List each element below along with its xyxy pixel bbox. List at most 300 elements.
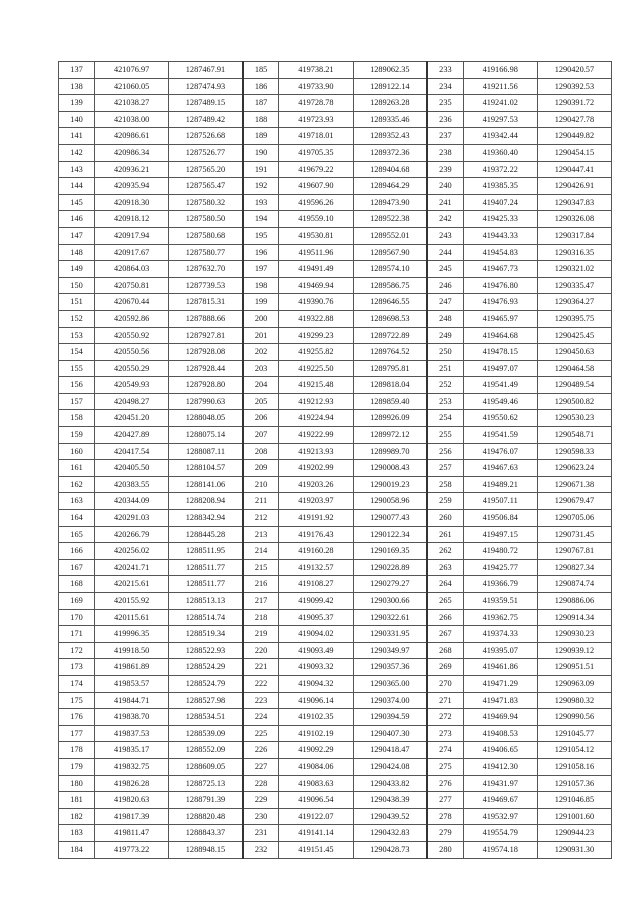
point-number-cell: 184 bbox=[59, 841, 95, 858]
x-coordinate-cell: 419497.07 bbox=[463, 360, 537, 377]
x-coordinate-cell: 419559.10 bbox=[279, 211, 353, 228]
y-coordinate-cell: 1289263.28 bbox=[353, 95, 427, 112]
point-number-cell: 152 bbox=[59, 310, 95, 327]
y-coordinate-cell: 1287489.15 bbox=[169, 95, 243, 112]
point-number-cell: 148 bbox=[59, 244, 95, 261]
table-row bbox=[59, 111, 612, 128]
point-number-cell: 264 bbox=[427, 576, 463, 593]
x-coordinate-cell: 419996.35 bbox=[95, 626, 169, 643]
point-number-cell: 200 bbox=[243, 310, 279, 327]
y-coordinate-cell: 1288075.14 bbox=[169, 427, 243, 444]
point-number-cell: 170 bbox=[59, 609, 95, 626]
x-coordinate-cell: 419203.97 bbox=[279, 493, 353, 510]
x-coordinate-cell: 419425.77 bbox=[463, 559, 537, 576]
x-coordinate-cell: 420986.61 bbox=[95, 128, 169, 145]
x-coordinate-cell: 419359.51 bbox=[463, 593, 537, 610]
y-coordinate-cell: 1287580.68 bbox=[169, 227, 243, 244]
x-coordinate-cell: 419489.21 bbox=[463, 476, 537, 493]
y-coordinate-cell: 1289722.89 bbox=[353, 327, 427, 344]
point-number-cell: 157 bbox=[59, 393, 95, 410]
y-coordinate-cell: 1290438.39 bbox=[353, 792, 427, 809]
y-coordinate-cell: 1288342.94 bbox=[169, 510, 243, 527]
x-coordinate-cell: 419096.14 bbox=[279, 692, 353, 709]
point-number-cell: 243 bbox=[427, 227, 463, 244]
point-number-cell: 242 bbox=[427, 211, 463, 228]
x-coordinate-cell: 419469.67 bbox=[463, 792, 537, 809]
x-coordinate-cell: 419360.40 bbox=[463, 144, 537, 161]
x-coordinate-cell: 419607.90 bbox=[279, 178, 353, 195]
table-row bbox=[59, 543, 612, 560]
point-number-cell: 272 bbox=[427, 709, 463, 726]
y-coordinate-cell: 1289795.81 bbox=[353, 360, 427, 377]
x-coordinate-cell: 420550.92 bbox=[95, 327, 169, 344]
x-coordinate-cell: 419191.92 bbox=[279, 510, 353, 527]
y-coordinate-cell: 1290432.83 bbox=[353, 825, 427, 842]
y-coordinate-cell: 1290331.95 bbox=[353, 626, 427, 643]
point-number-cell: 223 bbox=[243, 692, 279, 709]
x-coordinate-cell: 419511.96 bbox=[279, 244, 353, 261]
point-number-cell: 222 bbox=[243, 675, 279, 692]
y-coordinate-cell: 1289122.14 bbox=[353, 78, 427, 95]
y-coordinate-cell: 1289586.75 bbox=[353, 277, 427, 294]
x-coordinate-cell: 419372.22 bbox=[463, 161, 537, 178]
y-coordinate-cell: 1288511.77 bbox=[169, 559, 243, 576]
y-coordinate-cell: 1287815.31 bbox=[169, 294, 243, 311]
y-coordinate-cell: 1290391.72 bbox=[537, 95, 611, 112]
x-coordinate-cell: 419541.59 bbox=[463, 427, 537, 444]
x-coordinate-cell: 419549.46 bbox=[463, 393, 537, 410]
y-coordinate-cell: 1290321.02 bbox=[537, 261, 611, 278]
x-coordinate-cell: 419464.68 bbox=[463, 327, 537, 344]
x-coordinate-cell: 419738.21 bbox=[279, 62, 353, 79]
y-coordinate-cell: 1288609.05 bbox=[169, 758, 243, 775]
y-coordinate-cell: 1290335.47 bbox=[537, 277, 611, 294]
point-number-cell: 234 bbox=[427, 78, 463, 95]
point-number-cell: 267 bbox=[427, 626, 463, 643]
table-row bbox=[59, 377, 612, 394]
x-coordinate-cell: 419467.73 bbox=[463, 261, 537, 278]
point-number-cell: 230 bbox=[243, 808, 279, 825]
point-number-cell: 194 bbox=[243, 211, 279, 228]
x-coordinate-cell: 419471.83 bbox=[463, 692, 537, 709]
table-row bbox=[59, 808, 612, 825]
x-coordinate-cell: 419476.80 bbox=[463, 277, 537, 294]
point-number-cell: 140 bbox=[59, 111, 95, 128]
x-coordinate-cell: 419554.79 bbox=[463, 825, 537, 842]
point-number-cell: 145 bbox=[59, 194, 95, 211]
y-coordinate-cell: 1288791.39 bbox=[169, 792, 243, 809]
x-coordinate-cell: 419211.56 bbox=[463, 78, 537, 95]
x-coordinate-cell: 419099.42 bbox=[279, 593, 353, 610]
point-number-cell: 155 bbox=[59, 360, 95, 377]
y-coordinate-cell: 1289335.46 bbox=[353, 111, 427, 128]
point-number-cell: 141 bbox=[59, 128, 95, 145]
point-number-cell: 138 bbox=[59, 78, 95, 95]
y-coordinate-cell: 1291045.77 bbox=[537, 725, 611, 742]
point-number-cell: 253 bbox=[427, 393, 463, 410]
point-number-cell: 202 bbox=[243, 344, 279, 361]
x-coordinate-cell: 419362.75 bbox=[463, 609, 537, 626]
y-coordinate-cell: 1288513.13 bbox=[169, 593, 243, 610]
point-number-cell: 154 bbox=[59, 344, 95, 361]
y-coordinate-cell: 1289352.43 bbox=[353, 128, 427, 145]
y-coordinate-cell: 1290420.57 bbox=[537, 62, 611, 79]
y-coordinate-cell: 1290447.41 bbox=[537, 161, 611, 178]
point-number-cell: 162 bbox=[59, 476, 95, 493]
point-number-cell: 212 bbox=[243, 510, 279, 527]
point-number-cell: 207 bbox=[243, 427, 279, 444]
y-coordinate-cell: 1290548.71 bbox=[537, 427, 611, 444]
y-coordinate-cell: 1290058.96 bbox=[353, 493, 427, 510]
x-coordinate-cell: 419093.49 bbox=[279, 642, 353, 659]
point-number-cell: 262 bbox=[427, 543, 463, 560]
y-coordinate-cell: 1290418.47 bbox=[353, 742, 427, 759]
y-coordinate-cell: 1288048.05 bbox=[169, 410, 243, 427]
point-number-cell: 158 bbox=[59, 410, 95, 427]
point-number-cell: 239 bbox=[427, 161, 463, 178]
point-number-cell: 233 bbox=[427, 62, 463, 79]
x-coordinate-cell: 419092.29 bbox=[279, 742, 353, 759]
y-coordinate-cell: 1288948.15 bbox=[169, 841, 243, 858]
point-number-cell: 183 bbox=[59, 825, 95, 842]
y-coordinate-cell: 1288552.09 bbox=[169, 742, 243, 759]
table-row bbox=[59, 344, 612, 361]
point-number-cell: 182 bbox=[59, 808, 95, 825]
y-coordinate-cell: 1290449.82 bbox=[537, 128, 611, 145]
point-number-cell: 175 bbox=[59, 692, 95, 709]
y-coordinate-cell: 1290347.83 bbox=[537, 194, 611, 211]
point-number-cell: 139 bbox=[59, 95, 95, 112]
point-number-cell: 161 bbox=[59, 460, 95, 477]
x-coordinate-cell: 420550.56 bbox=[95, 344, 169, 361]
y-coordinate-cell: 1287888.66 bbox=[169, 310, 243, 327]
y-coordinate-cell: 1290874.74 bbox=[537, 576, 611, 593]
y-coordinate-cell: 1290914.34 bbox=[537, 609, 611, 626]
x-coordinate-cell: 419773.22 bbox=[95, 841, 169, 858]
x-coordinate-cell: 420451.20 bbox=[95, 410, 169, 427]
x-coordinate-cell: 419733.90 bbox=[279, 78, 353, 95]
x-coordinate-cell: 419844.71 bbox=[95, 692, 169, 709]
x-coordinate-cell: 419835.17 bbox=[95, 742, 169, 759]
x-coordinate-cell: 419596.26 bbox=[279, 194, 353, 211]
point-number-cell: 224 bbox=[243, 709, 279, 726]
point-number-cell: 165 bbox=[59, 526, 95, 543]
x-coordinate-cell: 419093.32 bbox=[279, 659, 353, 676]
coordinate-sheet bbox=[58, 61, 612, 859]
point-number-cell: 279 bbox=[427, 825, 463, 842]
table-row bbox=[59, 443, 612, 460]
point-number-cell: 208 bbox=[243, 443, 279, 460]
table-row bbox=[59, 178, 612, 195]
point-number-cell: 216 bbox=[243, 576, 279, 593]
x-coordinate-cell: 420935.94 bbox=[95, 178, 169, 195]
table-row bbox=[59, 95, 612, 112]
point-number-cell: 166 bbox=[59, 543, 95, 560]
point-number-cell: 173 bbox=[59, 659, 95, 676]
x-coordinate-cell: 419176.43 bbox=[279, 526, 353, 543]
table-row bbox=[59, 841, 612, 858]
x-coordinate-cell: 419820.63 bbox=[95, 792, 169, 809]
point-number-cell: 249 bbox=[427, 327, 463, 344]
x-coordinate-cell: 420256.02 bbox=[95, 543, 169, 560]
y-coordinate-cell: 1291046.85 bbox=[537, 792, 611, 809]
y-coordinate-cell: 1290008.43 bbox=[353, 460, 427, 477]
x-coordinate-cell: 419213.93 bbox=[279, 443, 353, 460]
point-number-cell: 275 bbox=[427, 758, 463, 775]
y-coordinate-cell: 1290951.51 bbox=[537, 659, 611, 676]
point-number-cell: 187 bbox=[243, 95, 279, 112]
y-coordinate-cell: 1289522.38 bbox=[353, 211, 427, 228]
y-coordinate-cell: 1287990.63 bbox=[169, 393, 243, 410]
point-number-cell: 192 bbox=[243, 178, 279, 195]
y-coordinate-cell: 1288522.93 bbox=[169, 642, 243, 659]
table-row bbox=[59, 277, 612, 294]
point-number-cell: 198 bbox=[243, 277, 279, 294]
y-coordinate-cell: 1288820.48 bbox=[169, 808, 243, 825]
point-number-cell: 167 bbox=[59, 559, 95, 576]
point-number-cell: 193 bbox=[243, 194, 279, 211]
x-coordinate-cell: 419728.78 bbox=[279, 95, 353, 112]
x-coordinate-cell: 419705.35 bbox=[279, 144, 353, 161]
x-coordinate-cell: 419454.83 bbox=[463, 244, 537, 261]
x-coordinate-cell: 419132.57 bbox=[279, 559, 353, 576]
y-coordinate-cell: 1290122.34 bbox=[353, 526, 427, 543]
x-coordinate-cell: 419497.15 bbox=[463, 526, 537, 543]
point-number-cell: 214 bbox=[243, 543, 279, 560]
point-number-cell: 229 bbox=[243, 792, 279, 809]
y-coordinate-cell: 1287580.50 bbox=[169, 211, 243, 228]
y-coordinate-cell: 1287565.20 bbox=[169, 161, 243, 178]
x-coordinate-cell: 419122.07 bbox=[279, 808, 353, 825]
y-coordinate-cell: 1289646.55 bbox=[353, 294, 427, 311]
coordinate-table bbox=[58, 61, 612, 859]
point-number-cell: 240 bbox=[427, 178, 463, 195]
y-coordinate-cell: 1290169.35 bbox=[353, 543, 427, 560]
table-row bbox=[59, 227, 612, 244]
point-number-cell: 199 bbox=[243, 294, 279, 311]
point-number-cell: 156 bbox=[59, 377, 95, 394]
x-coordinate-cell: 419160.28 bbox=[279, 543, 353, 560]
point-number-cell: 176 bbox=[59, 709, 95, 726]
table-row bbox=[59, 294, 612, 311]
point-number-cell: 273 bbox=[427, 725, 463, 742]
y-coordinate-cell: 1290279.27 bbox=[353, 576, 427, 593]
point-number-cell: 188 bbox=[243, 111, 279, 128]
y-coordinate-cell: 1290464.58 bbox=[537, 360, 611, 377]
point-number-cell: 153 bbox=[59, 327, 95, 344]
table-row bbox=[59, 161, 612, 178]
y-coordinate-cell: 1288524.29 bbox=[169, 659, 243, 676]
point-number-cell: 181 bbox=[59, 792, 95, 809]
y-coordinate-cell: 1287928.44 bbox=[169, 360, 243, 377]
point-number-cell: 211 bbox=[243, 493, 279, 510]
y-coordinate-cell: 1290317.84 bbox=[537, 227, 611, 244]
table-row bbox=[59, 559, 612, 576]
table-row bbox=[59, 211, 612, 228]
y-coordinate-cell: 1288511.77 bbox=[169, 576, 243, 593]
x-coordinate-cell: 419395.07 bbox=[463, 642, 537, 659]
point-number-cell: 226 bbox=[243, 742, 279, 759]
y-coordinate-cell: 1288087.11 bbox=[169, 443, 243, 460]
point-number-cell: 251 bbox=[427, 360, 463, 377]
x-coordinate-cell: 419723.93 bbox=[279, 111, 353, 128]
x-coordinate-cell: 419241.02 bbox=[463, 95, 537, 112]
y-coordinate-cell: 1289404.68 bbox=[353, 161, 427, 178]
point-number-cell: 180 bbox=[59, 775, 95, 792]
x-coordinate-cell: 419469.94 bbox=[463, 709, 537, 726]
x-coordinate-cell: 420155.92 bbox=[95, 593, 169, 610]
point-number-cell: 277 bbox=[427, 792, 463, 809]
point-number-cell: 163 bbox=[59, 493, 95, 510]
y-coordinate-cell: 1290963.09 bbox=[537, 675, 611, 692]
table-row bbox=[59, 144, 612, 161]
table-row bbox=[59, 709, 612, 726]
point-number-cell: 237 bbox=[427, 128, 463, 145]
x-coordinate-cell: 420986.34 bbox=[95, 144, 169, 161]
y-coordinate-cell: 1290944.23 bbox=[537, 825, 611, 842]
y-coordinate-cell: 1287928.08 bbox=[169, 344, 243, 361]
y-coordinate-cell: 1290939.12 bbox=[537, 642, 611, 659]
x-coordinate-cell: 419151.45 bbox=[279, 841, 353, 858]
point-number-cell: 219 bbox=[243, 626, 279, 643]
y-coordinate-cell: 1287927.81 bbox=[169, 327, 243, 344]
x-coordinate-cell: 419480.72 bbox=[463, 543, 537, 560]
table-row bbox=[59, 526, 612, 543]
table-row bbox=[59, 692, 612, 709]
point-number-cell: 203 bbox=[243, 360, 279, 377]
point-number-cell: 205 bbox=[243, 393, 279, 410]
x-coordinate-cell: 421038.00 bbox=[95, 111, 169, 128]
y-coordinate-cell: 1289818.04 bbox=[353, 377, 427, 394]
table-row bbox=[59, 609, 612, 626]
point-number-cell: 209 bbox=[243, 460, 279, 477]
x-coordinate-cell: 419202.99 bbox=[279, 460, 353, 477]
y-coordinate-cell: 1290623.24 bbox=[537, 460, 611, 477]
table-row bbox=[59, 626, 612, 643]
x-coordinate-cell: 420291.03 bbox=[95, 510, 169, 527]
y-coordinate-cell: 1290424.08 bbox=[353, 758, 427, 775]
y-coordinate-cell: 1290530.23 bbox=[537, 410, 611, 427]
y-coordinate-cell: 1287526.77 bbox=[169, 144, 243, 161]
point-number-cell: 142 bbox=[59, 144, 95, 161]
x-coordinate-cell: 420549.93 bbox=[95, 377, 169, 394]
table-row bbox=[59, 825, 612, 842]
table-row bbox=[59, 310, 612, 327]
x-coordinate-cell: 420917.94 bbox=[95, 227, 169, 244]
y-coordinate-cell: 1290365.00 bbox=[353, 675, 427, 692]
y-coordinate-cell: 1288519.34 bbox=[169, 626, 243, 643]
table-row bbox=[59, 659, 612, 676]
table-row bbox=[59, 775, 612, 792]
table-row bbox=[59, 393, 612, 410]
x-coordinate-cell: 419679.22 bbox=[279, 161, 353, 178]
x-coordinate-cell: 419366.79 bbox=[463, 576, 537, 593]
point-number-cell: 210 bbox=[243, 476, 279, 493]
point-number-cell: 164 bbox=[59, 510, 95, 527]
point-number-cell: 256 bbox=[427, 443, 463, 460]
x-coordinate-cell: 420344.09 bbox=[95, 493, 169, 510]
point-number-cell: 278 bbox=[427, 808, 463, 825]
point-number-cell: 151 bbox=[59, 294, 95, 311]
point-number-cell: 191 bbox=[243, 161, 279, 178]
point-number-cell: 190 bbox=[243, 144, 279, 161]
point-number-cell: 266 bbox=[427, 609, 463, 626]
point-number-cell: 215 bbox=[243, 559, 279, 576]
x-coordinate-cell: 419095.37 bbox=[279, 609, 353, 626]
x-coordinate-cell: 419832.75 bbox=[95, 758, 169, 775]
point-number-cell: 204 bbox=[243, 377, 279, 394]
x-coordinate-cell: 419853.57 bbox=[95, 675, 169, 692]
point-number-cell: 201 bbox=[243, 327, 279, 344]
x-coordinate-cell: 420918.12 bbox=[95, 211, 169, 228]
point-number-cell: 247 bbox=[427, 294, 463, 311]
x-coordinate-cell: 419425.33 bbox=[463, 211, 537, 228]
table-row bbox=[59, 576, 612, 593]
point-number-cell: 276 bbox=[427, 775, 463, 792]
x-coordinate-cell: 419478.15 bbox=[463, 344, 537, 361]
x-coordinate-cell: 419084.06 bbox=[279, 758, 353, 775]
x-coordinate-cell: 419212.93 bbox=[279, 393, 353, 410]
x-coordinate-cell: 419102.35 bbox=[279, 709, 353, 726]
point-number-cell: 263 bbox=[427, 559, 463, 576]
coordinate-table-body bbox=[59, 62, 612, 859]
y-coordinate-cell: 1290931.30 bbox=[537, 841, 611, 858]
y-coordinate-cell: 1290454.15 bbox=[537, 144, 611, 161]
x-coordinate-cell: 419297.53 bbox=[463, 111, 537, 128]
x-coordinate-cell: 419507.11 bbox=[463, 493, 537, 510]
point-number-cell: 168 bbox=[59, 576, 95, 593]
y-coordinate-cell: 1290439.52 bbox=[353, 808, 427, 825]
x-coordinate-cell: 419094.02 bbox=[279, 626, 353, 643]
point-number-cell: 270 bbox=[427, 675, 463, 692]
x-coordinate-cell: 419461.86 bbox=[463, 659, 537, 676]
y-coordinate-cell: 1290395.75 bbox=[537, 310, 611, 327]
y-coordinate-cell: 1290886.06 bbox=[537, 593, 611, 610]
y-coordinate-cell: 1289926.09 bbox=[353, 410, 427, 427]
point-number-cell: 268 bbox=[427, 642, 463, 659]
x-coordinate-cell: 419467.63 bbox=[463, 460, 537, 477]
x-coordinate-cell: 421038.27 bbox=[95, 95, 169, 112]
y-coordinate-cell: 1290980.32 bbox=[537, 692, 611, 709]
point-number-cell: 258 bbox=[427, 476, 463, 493]
x-coordinate-cell: 419102.19 bbox=[279, 725, 353, 742]
x-coordinate-cell: 419407.24 bbox=[463, 194, 537, 211]
y-coordinate-cell: 1288843.37 bbox=[169, 825, 243, 842]
point-number-cell: 146 bbox=[59, 211, 95, 228]
y-coordinate-cell: 1289972.12 bbox=[353, 427, 427, 444]
table-row bbox=[59, 460, 612, 477]
y-coordinate-cell: 1289567.90 bbox=[353, 244, 427, 261]
table-row bbox=[59, 427, 612, 444]
x-coordinate-cell: 419108.27 bbox=[279, 576, 353, 593]
point-number-cell: 269 bbox=[427, 659, 463, 676]
x-coordinate-cell: 420266.79 bbox=[95, 526, 169, 543]
y-coordinate-cell: 1290326.08 bbox=[537, 211, 611, 228]
y-coordinate-cell: 1287580.77 bbox=[169, 244, 243, 261]
point-number-cell: 232 bbox=[243, 841, 279, 858]
point-number-cell: 274 bbox=[427, 742, 463, 759]
y-coordinate-cell: 1289473.90 bbox=[353, 194, 427, 211]
table-row bbox=[59, 360, 612, 377]
y-coordinate-cell: 1288141.06 bbox=[169, 476, 243, 493]
point-number-cell: 137 bbox=[59, 62, 95, 79]
point-number-cell: 259 bbox=[427, 493, 463, 510]
x-coordinate-cell: 419406.65 bbox=[463, 742, 537, 759]
y-coordinate-cell: 1290705.06 bbox=[537, 510, 611, 527]
x-coordinate-cell: 420670.44 bbox=[95, 294, 169, 311]
x-coordinate-cell: 419431.97 bbox=[463, 775, 537, 792]
table-row bbox=[59, 62, 612, 79]
